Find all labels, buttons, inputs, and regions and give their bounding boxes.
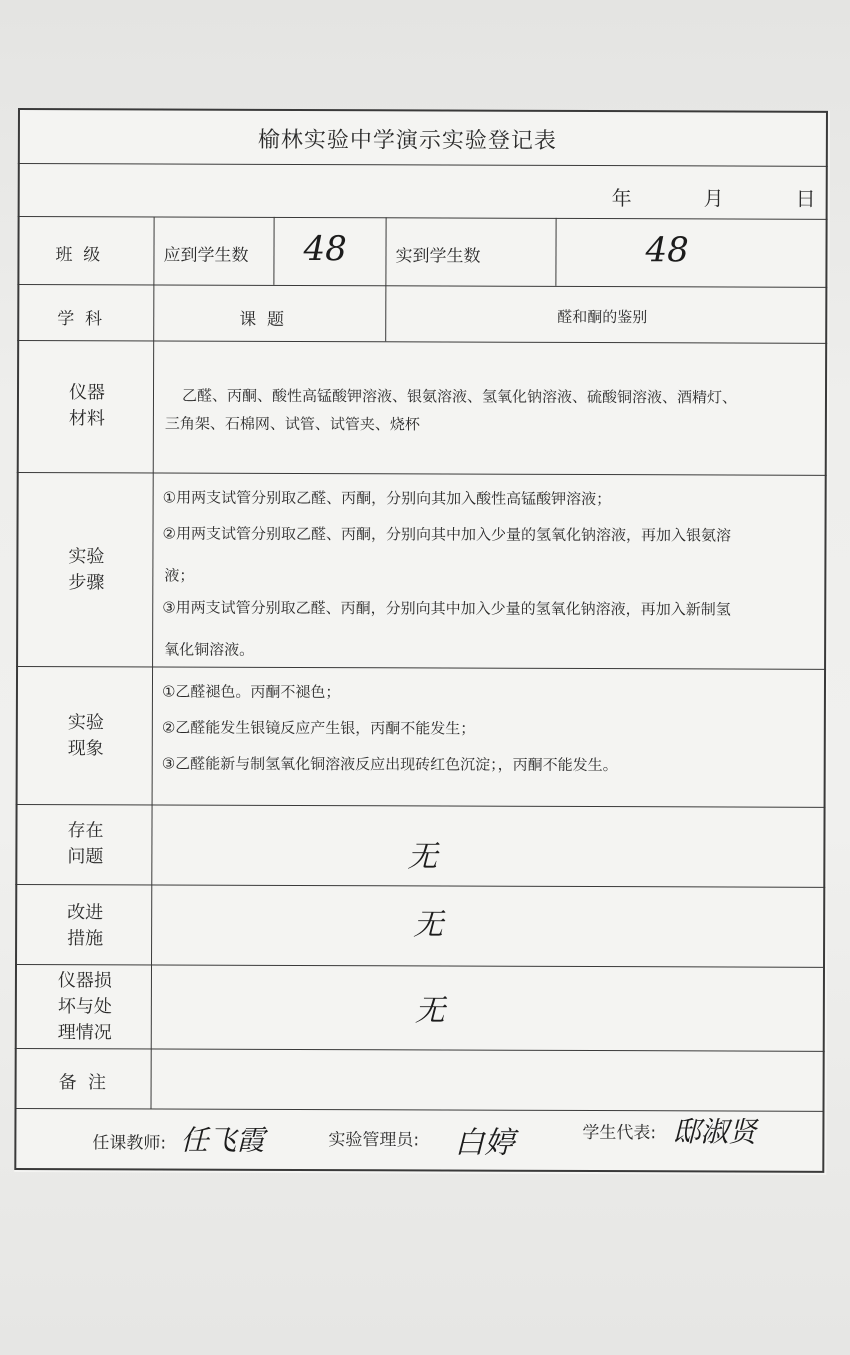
step-line-1: ①用两支试管分别取乙醛、丙酮，分别向其加入酸性高锰酸钾溶液；	[162, 488, 612, 509]
registration-sheet	[14, 108, 830, 1175]
class-label: 班 级	[55, 245, 101, 266]
phenomenon-line-3: ③乙醛能新与制氢氧化铜溶液反应出现砖红色沉淀；，丙酮不能发生。	[161, 754, 618, 775]
phenomenon-line-2: ②乙醛能发生银镜反应产生银，丙酮不能发生；	[161, 718, 476, 738]
step-line-2: ②用两支试管分别取乙醛、丙酮，分别向其中加入少量的氢氧化钠溶液，再加入银氨溶	[162, 524, 731, 545]
manager-label: 实验管理员:	[328, 1130, 420, 1151]
improvements-label-line2: 措施	[67, 928, 104, 950]
topic-label: 课 题	[239, 309, 285, 330]
subject-label: 学 科	[57, 309, 103, 330]
teacher-signature: 任飞霞	[180, 1123, 265, 1157]
phenomenon-line-1: ①乙醛褪色。丙酮不褪色；	[161, 682, 341, 702]
improvements-value: 无	[413, 907, 444, 943]
steps-label	[56, 544, 116, 596]
damage-label-line2: 坏与处	[57, 996, 112, 1018]
step-line-3: 液；	[164, 566, 195, 585]
damage-value: 无	[414, 993, 445, 1029]
problems-value: 无	[407, 839, 438, 875]
phenomena-label	[56, 710, 116, 762]
steps-label-line2: 步骤	[68, 572, 105, 594]
expected-students-value: 48	[303, 228, 347, 270]
damage-label	[47, 968, 123, 1046]
date-day-label: 日	[795, 186, 816, 211]
date-year-label: 年	[611, 186, 632, 211]
phenomena-label-line2: 现象	[67, 738, 104, 760]
improvements-label	[55, 900, 115, 952]
topic-value: 醛和酮的鉴别	[557, 307, 648, 327]
date-month-label: 月	[703, 186, 724, 211]
step-line-4: ③用两支试管分别取乙醛、丙酮，分别向其中加入少量的氢氧化钠溶液，再加入新制氢	[162, 598, 731, 619]
page-title: 榆林实验中学演示实验登记表	[257, 127, 557, 154]
manager-signature: 白婷	[454, 1125, 515, 1161]
materials-label	[57, 380, 117, 432]
expected-students-label: 应到学生数	[163, 245, 249, 266]
damage-label-line3: 理情况	[57, 1022, 112, 1044]
materials-line-1: 乙醛、丙酮、酸性高锰酸钾溶液、银氨溶液、氢氧化钠溶液、硫酸铜溶液、酒精灯、	[181, 386, 738, 407]
student-representative-signature: 邸淑贤	[672, 1115, 757, 1149]
materials-label-line1: 仪器	[68, 382, 106, 404]
materials-line-2: 三角架、石棉网、试管、试管夹、烧杯	[164, 414, 420, 434]
steps-label-line1: 实验	[68, 546, 105, 568]
teacher-label: 任课教师:	[92, 1133, 167, 1154]
actual-students-value: 48	[645, 230, 689, 271]
phenomena-label-line1: 实验	[67, 712, 104, 734]
student-representative-label: 学生代表:	[582, 1122, 657, 1144]
remarks-label: 备 注	[58, 1072, 107, 1094]
materials-label-line2: 材料	[68, 408, 105, 430]
damage-label-line1: 仪器损	[57, 970, 112, 992]
problems-label-line1: 存在	[67, 820, 104, 842]
problems-label	[55, 818, 115, 870]
problems-label-line2: 问题	[67, 846, 104, 868]
step-line-5: 氧化铜溶液。	[164, 640, 255, 659]
actual-students-label: 实到学生数	[395, 246, 481, 267]
improvements-label-line1: 改进	[67, 902, 104, 924]
